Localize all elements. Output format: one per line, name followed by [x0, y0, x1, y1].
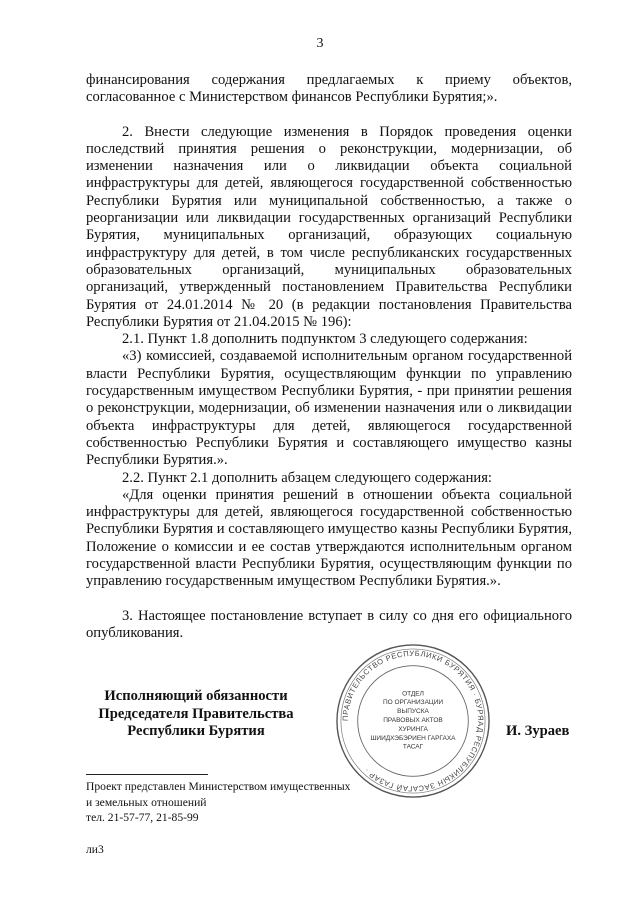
svg-text:ПРАВОВЫХ АКТОВ: ПРАВОВЫХ АКТОВ	[383, 716, 443, 724]
paragraph-quote-2: «Для оценки принятия решений в отношении объекта социальной инфраструктуры для детей, являющегося государственной собственностью Республики Бурятия и составляющего имущество казны Республики Бурятия, Положение о комиссии и ее состав утверждаются исполнительным органом государственной власти Республики Бурятия, осуществляющим функции по управлению государственным имуществом Республики Бурятия.».	[86, 486, 572, 590]
seal-center-text	[370, 690, 456, 750]
signature-title-line: Председателя Правительства	[98, 705, 294, 722]
footer-note	[86, 774, 350, 857]
page-number: 3	[316, 36, 324, 51]
paragraph-item-2: 2. Внести следующие изменения в Порядок проведения оценки последствий принятия решения о реконструкции, модернизации, об изменении назначения или о ликвидации объекта социальной инфраструктуры для детей, являющегося государственной собственностью Республики Бурятия или муниципальной собственностью, а также о реорганизации или ликвидации государственных организаций Республики Бурятия, муниципальных организаций, образующих социальную инфраструктуру для детей, в том числе республиканских государственных образовательных организаций, муниципальных образовательных организаций, утвержденный постановлением Правительства Республики Бурятия от 24.01.2014 № 20 (в редакции постановления Правительства Республики Бурятия от 21.04.2015 № 196):	[86, 123, 572, 330]
paragraph-continuation: финансирования содержания предлагаемых к приему объектов, согласованное с Министерством финансов Республики Бурятия;».	[86, 72, 572, 106]
svg-text:ВЫПУСКА: ВЫПУСКА	[397, 708, 429, 716]
svg-text:ХУРИНГА: ХУРИНГА	[398, 725, 428, 733]
paragraph-item-2-1: 2.1. Пункт 1.8 дополнить подпунктом 3 следующего содержания:	[122, 331, 528, 348]
paragraph-quote-1: «3) комиссией, создаваемой исполнительным органом государственной власти Республики Бурятия, осуществляющим функции по управлению государственным имуществом Республики Бурятия, - при принятии решения о реконструкции, модернизации, об изменении назначения или о ликвидации объекта инфраструктуры для детей, являющегося государственной собственностью Республики Бурятия и составляющего имущество казны Республики Бурятия.».	[86, 348, 572, 469]
signer-name: И. Зураев	[506, 723, 570, 739]
footer-line-text: Проект представлен Министерством имущественных	[86, 780, 351, 793]
signature-title-line: Республики Бурятия	[127, 723, 265, 739]
seal-ring-text: ПРАВИТЕЛЬСТВО РЕСПУБЛИКИ БУРЯТИЯ · БУРЯАД РЕСПУБЛИКЫН ЗАСАГАЙ ГАЗАР ·	[340, 648, 486, 794]
svg-text:ПО ОРГАНИЗАЦИИ: ПО ОРГАНИЗАЦИИ	[382, 699, 444, 707]
svg-text:ШИИДХЭБЭРИЕН ГАРГАХА: ШИИДХЭБЭРИЕН ГАРГАХА	[370, 734, 456, 742]
footer-phone: тел. 21-57-77, 21-85-99	[86, 811, 199, 824]
document-body	[86, 72, 572, 642]
official-seal	[334, 642, 492, 800]
footer-divider	[86, 774, 208, 775]
svg-text:ОТДЕЛ: ОТДЕЛ	[402, 690, 424, 698]
svg-text:ТАСАГ: ТАСАГ	[402, 743, 424, 751]
signature-title-line: Исполняющий обязанности	[104, 688, 288, 704]
footer-initials: ли3	[86, 842, 104, 856]
signature-title	[86, 688, 306, 741]
paragraph-item-2-2: 2.2. Пункт 2.1 дополнить абзацем следующего содержания:	[122, 469, 492, 486]
footer-line-text: и земельных отношений	[86, 795, 207, 809]
paragraph-item-3: 3. Настоящее постановление вступает в силу со дня его официального опубликования.	[86, 607, 572, 641]
